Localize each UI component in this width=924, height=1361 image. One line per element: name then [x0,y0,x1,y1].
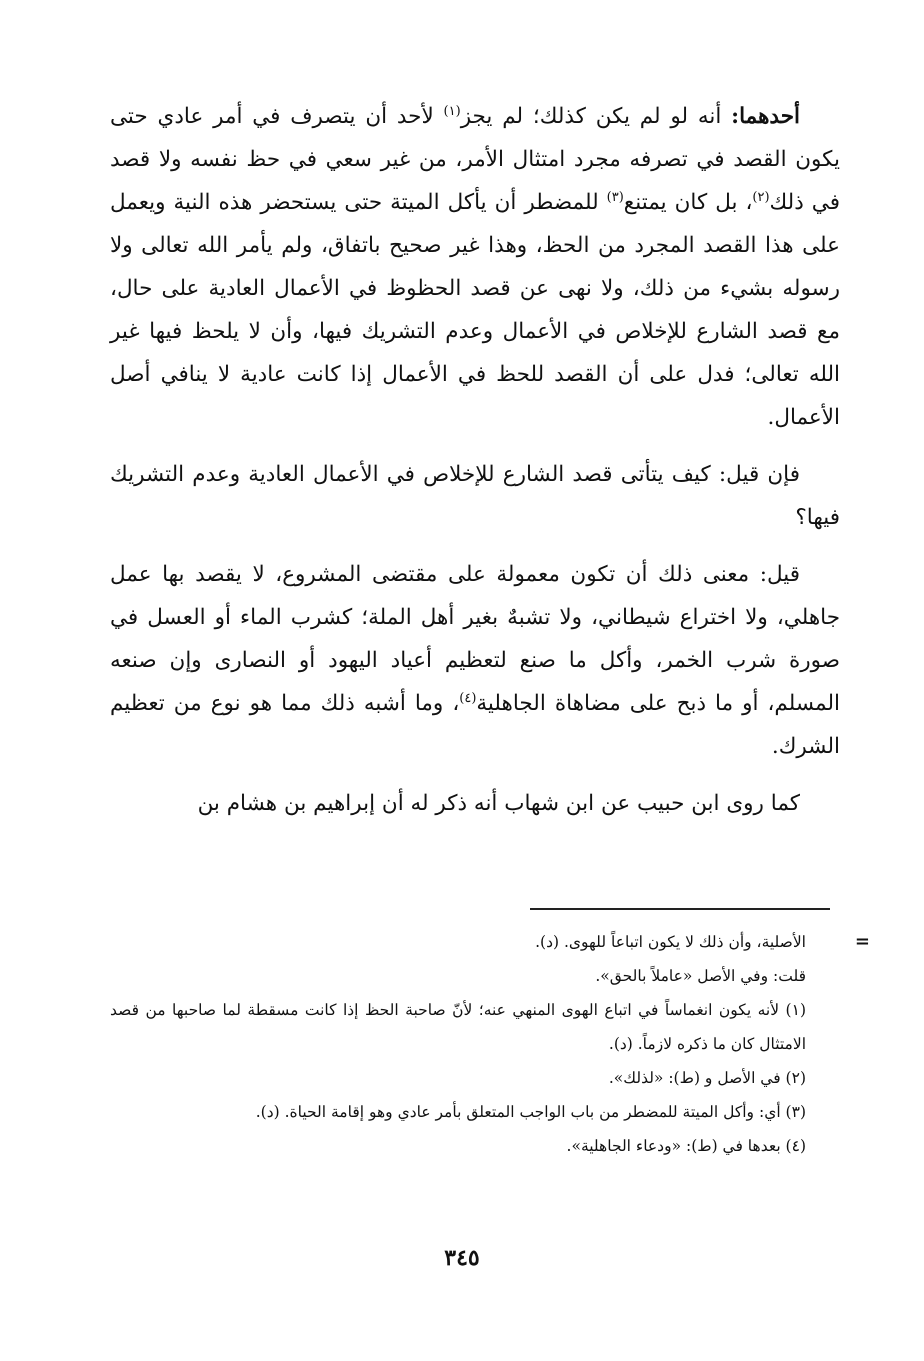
paragraph-1 [110,95,840,439]
footnote-1: (١) لأنه يكون انغماساً في اتباع الهوى المنهي عنه؛ لأنّ صاحبة الحظ إذا كانت مسقطة لما صاحبها من قصد الامتثال كان ما ذكره لازماً. (د). [110,1001,806,1053]
main-text [110,95,840,839]
continuation-mark: = [854,931,870,952]
footnote-2: (٢) في الأصل و (ط): «لذلك». [608,1069,806,1087]
footnote-note-qult: قلت: وفي الأصل «عاملاً بالحق». [595,967,806,985]
footnote-ref-3: (٣) [606,189,624,205]
footnotes [110,925,870,1163]
footnote-3: (٣) أي: وأكل الميتة للمضطر من باب الواجب المتعلق بأمر عادي وهو إقامة الحياة. (د). [255,1103,806,1121]
paragraph-1-part-c: ، بل كان يمتنع [623,190,753,215]
paragraph-4: كما روى ابن حبيب عن ابن شهاب أنه ذكر له أن إبراهيم بن هشام بن [197,791,800,816]
paragraph-3-part-a: قيل: معنى ذلك أن تكون معمولة على مقتضى المشروع، لا يقصد بها عمل جاهلي، ولا اختراع شيطاني، ولا تشبهٌ بغير أهل الملة؛ كشرب الماء أو العسل في صورة شرب الخمر، وأكل ما صنع لتعظيم أعياد اليهود أو النصارى وإن صنعه المسلم، أو ما ذبح على مضاهاة الجاهلية [110,562,840,716]
footnote-separator [530,908,830,910]
paragraph-3-part-b: ، وما أشبه ذلك مما هو نوع من تعظيم الشرك. [110,691,840,759]
footnote-4: (٤) بعدها في (ط): «ودعاء الجاهلية». [566,1137,806,1155]
footnote-continuation [110,925,870,959]
paragraph-3 [110,553,840,768]
paragraph-1-part-d: للمضطر أن يأكل الميتة حتى يستحضر هذه النية ويعمل على هذا القصد المجرد من الحظ، وهذا غير صحيح باتفاق، ولم يأمر الله تعالى ولا رسوله بشيء من ذلك، ولا نهى عن قصد الحظوظ في الأعمال العادية على حال، مع قصد الشارع للإخلاص في الأعمال وعدم التشريك فيها، وأن لا يلحظ فيها غير الله تعالى؛ فدل على أن القصد للحظ في الأعمال إذا كانت عادية لا ينافي أصل الأعمال. [110,190,840,430]
footnote-ref-4: (٤) [459,690,477,706]
paragraph-1-lead: أحدهما: [731,104,800,129]
footnote-ref-2: (٢) [752,189,770,205]
paragraph-1-part-b: لأحد أن يتصرف في أمر عادي حتى يكون القصد في تصرفه مجرد امتثال الأمر، من غير سعي في حظ نفسه ولا قصد في ذلك [110,104,840,215]
footnote-ref-1: (١) [443,103,461,119]
page-number: ٣٤٥ [444,1245,480,1271]
paragraph-2: فإن قيل: كيف يتأتى قصد الشارع للإخلاص في الأعمال العادية وعدم التشريك فيها؟ [110,462,840,530]
paragraph-1-part-a: أنه لو لم يكن كذلك؛ لم يجز [460,104,732,129]
footnote-continuation-text: الأصلية، وأن ذلك لا يكون اتباعاً للهوى. (د). [535,933,806,951]
